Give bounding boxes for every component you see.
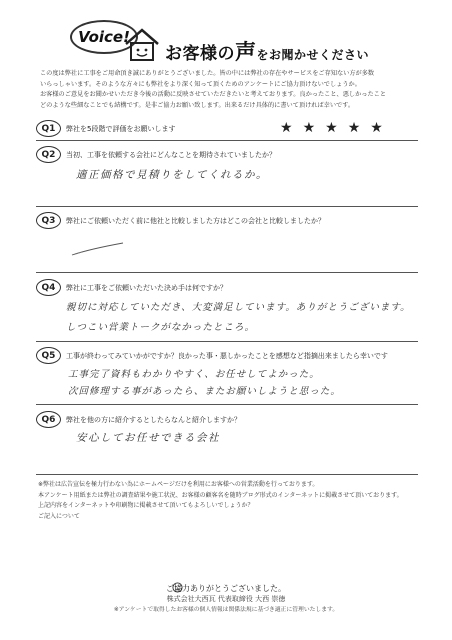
answer-q4-line: しつこい営業トークがなかったところ。 [66, 322, 256, 333]
note-line: ※弊社は広告宣伝を極力行わない為にホームページだけを利用にお客様への営業活動を行っております。 [38, 481, 319, 488]
divider [36, 474, 418, 475]
star-icon: ★ [370, 120, 383, 136]
divider [36, 206, 418, 207]
question-text: 弊社に工事をご依頼いただいた決め手は何ですか？ [66, 284, 227, 292]
divider [36, 404, 418, 405]
answer-q6-line: 安心してお任せできる会社 [76, 432, 220, 444]
question-text: 工事が終わってみていかがですか？良かった事・悪しかったことを感想など指摘出来ましたら幸いです [66, 352, 388, 360]
question-text: 弊社を5段階で評価をお願いします [66, 125, 176, 133]
note-line: 本アンケート用紙または弊社の調査結果や施工状況、お客様の顧客名を随時ブログ形式のインターネットに掲載させて頂いております。 [38, 491, 403, 499]
star-icon: ★ [347, 120, 361, 136]
question-1 [36, 119, 418, 139]
divider [36, 140, 418, 141]
star-icon: ★ [280, 120, 293, 136]
notes [38, 480, 418, 522]
star-icon: ★ [325, 120, 338, 136]
voice-badge-label: Voice! [78, 28, 130, 46]
title-suffix: をお聞かせください [256, 48, 370, 62]
question-number: Q2 [36, 146, 61, 163]
privacy-disclaimer: ※アンケートで取得したお客様の個人情報は関係法規に基づき適正に管理いたします。 [113, 607, 339, 613]
question-text: 弊社を他の方に紹介するとしたらなんと紹介しますか？ [66, 416, 241, 424]
question-number: Q1 [36, 120, 61, 137]
answer-q5-line: 次回修理する事があったら、またお願いしようと思った。 [68, 386, 341, 397]
question-number: Q5 [36, 347, 61, 364]
answer-q2-line: 適正価格で見積りをしてくれるか。 [76, 169, 268, 181]
question-text: 当初、工事を依頼する会社にどんなことを期待されていましたか？ [66, 151, 276, 159]
star-icon: ★ [302, 120, 316, 136]
intro-line: お客様のご意見をお聞かせいただき今後の活動に反映させていただきたいと考えております。良かったこと、悪しかったこと [40, 91, 387, 98]
rating-stars [280, 121, 383, 135]
title-prefix: お客様の [165, 44, 235, 64]
divider [36, 272, 418, 273]
intro-line: この度は弊社に工事をご用命頂き誠にありがとうございました。皆の中には弊社の存在やサービスをご存知ない方が多数 [40, 70, 375, 77]
note-line: ご記入について [38, 512, 80, 520]
question-number: Q6 [36, 411, 61, 428]
answer-q5-line: 工事完了資料もわかりやすく、お任せしてよかった。 [68, 369, 320, 380]
answer-q3-scribble [70, 241, 125, 257]
note-line: 上記内容をインターネットや印刷物に掲載させて頂いてもよろしいでしょうか？ [38, 502, 254, 509]
question-number: Q4 [36, 279, 61, 296]
intro-line: いらっしゃいます。そのような方々にも弊社をより深く知って頂くためのアンケートにご協力頂けないでしょうか。 [40, 80, 361, 88]
question-number: Q3 [36, 212, 61, 229]
divider [36, 341, 418, 342]
thanks-text: ご協力ありがとうございました。 [166, 584, 286, 593]
answer-q4-line: 親切に対応していただき、大変満足しています。ありがとうございます。 [66, 302, 411, 313]
question-text: 弊社にご依頼いただく前に他社と比較しました方はどこの会社と比較しましたか？ [66, 217, 325, 225]
company-name: 株式会社大西瓦 代表取締役 大西 崇徳 [166, 595, 286, 603]
house-icon [122, 24, 162, 64]
page-title [165, 36, 369, 66]
intro-line: どのような些細なことでも結構です。是非ご協力お願い致します。出来るだけ具体的に書いて頂ければ幸いです。 [40, 101, 355, 109]
intro-text [40, 69, 412, 111]
title-emphasis: 声 [235, 40, 257, 64]
